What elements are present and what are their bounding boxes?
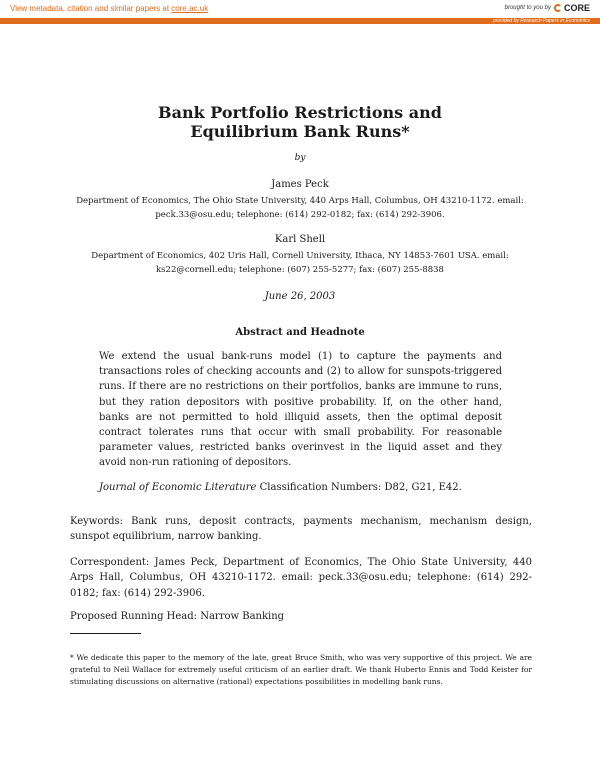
core-link-site[interactable]: core.ac.uk [171,4,209,13]
correspondent: Correspondent: James Peck, Department of Economics, The Ohio State University, 440 Arps Hall, Columbus, OH 43210-1172. email: peck.33@osu.edu; telephone: (614) 292-0182; fax: (614) 292-3906. [70,557,532,599]
core-brought-by [505,3,590,13]
paper-date: June 26, 2003 [264,291,336,302]
core-link-prefix: View metadata, citation and similar papers at [10,4,170,13]
footnote-rule [70,633,141,634]
core-banner [0,0,600,28]
author-affiliation-1-line-1: Department of Economics, The Ohio State University, 440 Arps Hall, Columbus, OH 43210-1172. email: [76,196,524,206]
core-provided-by[interactable]: provided by Research Papers in Economics [493,18,590,24]
footnote: * We dedicate this paper to the memory of the late, great Bruce Smith, who was very supportive of this project. We are grateful to Neil Wallace for extremely useful criticism of an earlier draft. We thank Huberto Ennis and Todd Keister for stimulating discussions on alternative (rational) expectations possibilities in modelling bank runs. [70,653,532,686]
running-head: Proposed Running Head: Narrow Banking [70,611,285,622]
core-metadata-link[interactable] [10,4,208,13]
keywords: Keywords: Bank runs, deposit contracts, payments mechanism, mechanism design, sunspot equilibrium, narrow banking. [70,516,532,543]
author-affiliation-2-line-1: Department of Economics, 402 Uris Hall, Cornell University, Ithaca, NY 14853-7601 USA. email: [91,251,509,261]
author-affiliation-1-line-2: peck.33@osu.edu; telephone: (614) 292-0182; fax: (614) 292-3906. [155,210,445,220]
core-logo-icon [554,4,562,12]
jel-classification [99,482,462,493]
jel-codes: Classification Numbers: D82, G21, E42. [256,482,462,493]
author-affiliation-2-line-2: ks22@cornell.edu; telephone: (607) 255-5277; fax: (607) 255-8838 [156,265,444,275]
jel-journal-name: Journal of Economic Literature [99,482,257,493]
paper-title-line-2: Equilibrium Bank Runs* [190,122,410,141]
byline: by [294,153,306,163]
abstract-heading: Abstract and Headnote [235,327,365,338]
core-logo[interactable] [554,3,590,13]
author-name-2: Karl Shell [274,234,326,245]
core-logo-text: CORE [563,3,590,13]
core-brought-text: brought to you by [504,5,551,11]
author-name-1: James Peck [271,179,329,190]
paper-title-line-1: Bank Portfolio Restrictions and [158,103,442,122]
abstract-text: We extend the usual bank-runs model (1) to capture the payments and transactions roles of checking accounts and (2) to allow for sunspots-triggered runs. If there are no restrictions on their portfolios, banks are immune to runs, but they ration depositors with positive probability. If, on the other hand, banks are not permitted to hold illiquid assets, then the optimal deposit contract tolerates runs that occur with small probability. For reasonable parameter values, restricted banks overinvest in the liquid asset and they avoid non-run rationing of depositors. [99,351,502,469]
